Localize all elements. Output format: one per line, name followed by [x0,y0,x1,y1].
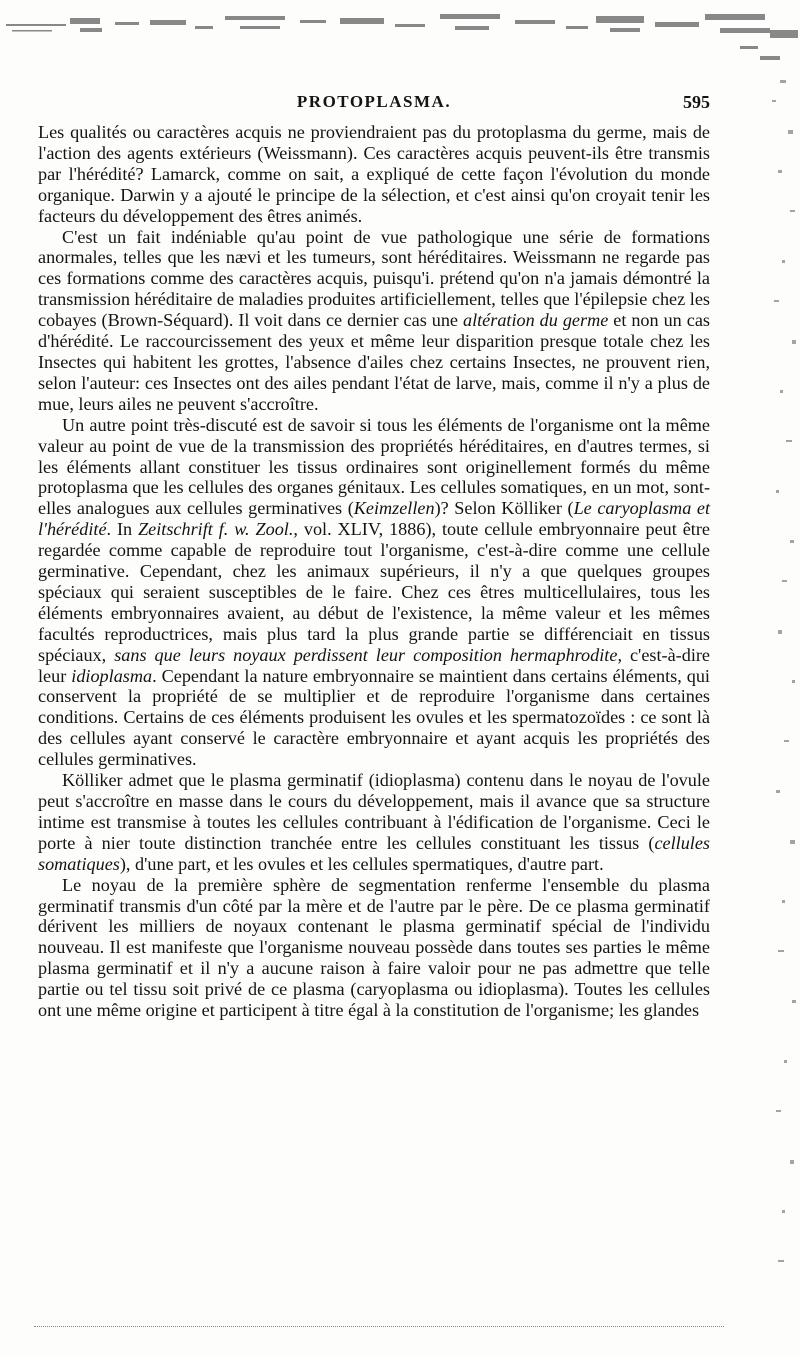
page-number: 595 [683,92,710,112]
paragraph-4 [38,770,710,875]
text-run: , vol. XLIV, 1886), toute cellule embryonnaire peut être regardée comme capable de reproduire tout l'organisme, c'est-à-dire comme une cellule germinative. Cependant, chez les animaux supérieurs, il n'y a que quelques groupes spéciaux qui seraient susceptibles de le faire. Chez ces êtres multicellulaires, tous les éléments embryonnaires avaient, au début de l'existence, la même valeur et les mêmes facultés reproductrices, mais plus tard la plus grande partie se différenciait en tissus spéciaux, [38,519,710,665]
italic-run: Le caryoplasma et l'hérédité [38,498,710,540]
scan-bottom-edge [34,1326,724,1327]
italic-run: cellules somatiques [38,832,710,874]
italic-run: altération du germe [462,310,609,331]
scan-noise-top [0,0,800,70]
text-run: Le noyau de la première sphère de segmentation renferme l'ensemble du plasma germinatif transmis d'un côté par la mère et de l'autre par le père. De ce plasma germinatif dérivent les milliers de noyaux contenant le plasma germinatif spécial de l'individu nouveau. Il est manifeste que l'organisme nouveau possède dans toutes ses parties le même plasma germinatif et il n'y a aucune raison à faire valoir pour ne pas admettre que telle partie ou tel tissu soit privé de ce plasma (caryoplasma ou idioplasma). Toutes les cellules ont une même origine et participent à titre égal à la constitution de l'organisme; les glandes [38,874,710,1021]
running-title: PROTOPLASMA. [296,92,452,111]
text-run: . Cependant la nature embryonnaire se maintient dans certains éléments, qui conservent la propriété de se multiplier et de reproduire l'organisme dans certaines conditions. Certains de ces éléments produisent les ovules et les spermatozoïdes : ce sont là des cellules ayant conservé le caractère embryonnaire et ayant acquis les propriétés des cellules germinatives. [38,665,710,770]
paragraph-2 [38,227,710,415]
running-head [38,92,710,116]
scan-noise-right-margin [730,60,800,1320]
body-text [38,122,710,1021]
italic-run: Keimzellen [353,498,435,519]
text-run: et non un cas d'hérédité. Le raccourcissement des yeux et même leur disparition presque totale chez les Insectes qui habitent les grottes, l'absence d'ailes chez certains Insectes, ne prouvent rien, selon l'auteur: ces Insectes ont des ailes pendant l'état de larve, mais, comme il n'y a plus de mue, leurs ailes ne peuvent s'accroître. [38,310,710,414]
text-run: . In [106,519,139,540]
text-run: Un autre point très-discuté est de savoir si tous les éléments de l'organisme ont la même valeur au point de vue de la transmission des propriétés héréditaires, en d'autres termes, si les éléments allant constituer les tissus ordinaires sont originellement formés du même protoplasma que les cellules des organes génitaux. Les cellules somatiques, en un mot, sont-elles analogues aux cellules germinatives ( [38,414,710,519]
text-run: Les qualités ou caractères acquis ne proviendraient pas du protoplasma du germe, mais de l'action des agents extérieurs (Weissmann). Ces caractères acquis peuvent-ils être transmis par l'hérédité? Lamarck, comme on sait, a expliqué de cette façon l'évolution du monde organique. Darwin y a ajouté le principe de la sélection, et c'est ainsi qu'on croyait tenir les facteurs du développement des êtres animés. [38,122,710,226]
text-run: ), d'une part, et les ovules et les cellules spermatiques, d'autre part. [119,853,604,874]
text-run: Kölliker admet que le plasma germinatif (idioplasma) contenu dans le noyau de l'ovule peut s'accroître en masse dans le cours du développement, mais il avance que sa structure intime est transmise à toutes les cellules contribuant à l'édification de l'organisme. Ceci le porte à nier toute distinction tranchée entre les cellules constituant les tissus ( [38,770,710,853]
italic-run: idioplasma [71,665,153,686]
paragraph-3 [38,415,710,770]
text-run: )? Selon Kölliker ( [434,498,574,519]
text-run: C'est un fait indéniable qu'au point de vue pathologique une série de formations anormales, telles que les nævi et les tumeurs, sont héréditaires. Weissmann ne regarde pas ces formations comme des caractères acquis, puisqu'i. prétend qu'on n'a jamais démontré la transmission héréditaire de maladies produites artificiellement, telles que l'épilepsie chez les cobayes (Brown-Séquard). Il voit dans ce dernier cas une [38,226,710,331]
italic-run: Zeitschrift f. w. Zool. [138,519,294,540]
paragraph-1 [38,122,710,227]
paragraph-5 [38,875,710,1021]
italic-run: sans que leurs noyaux perdissent leur composition hermaphrodite [114,644,618,665]
text-run: , c'est-à-dire leur [38,644,711,686]
